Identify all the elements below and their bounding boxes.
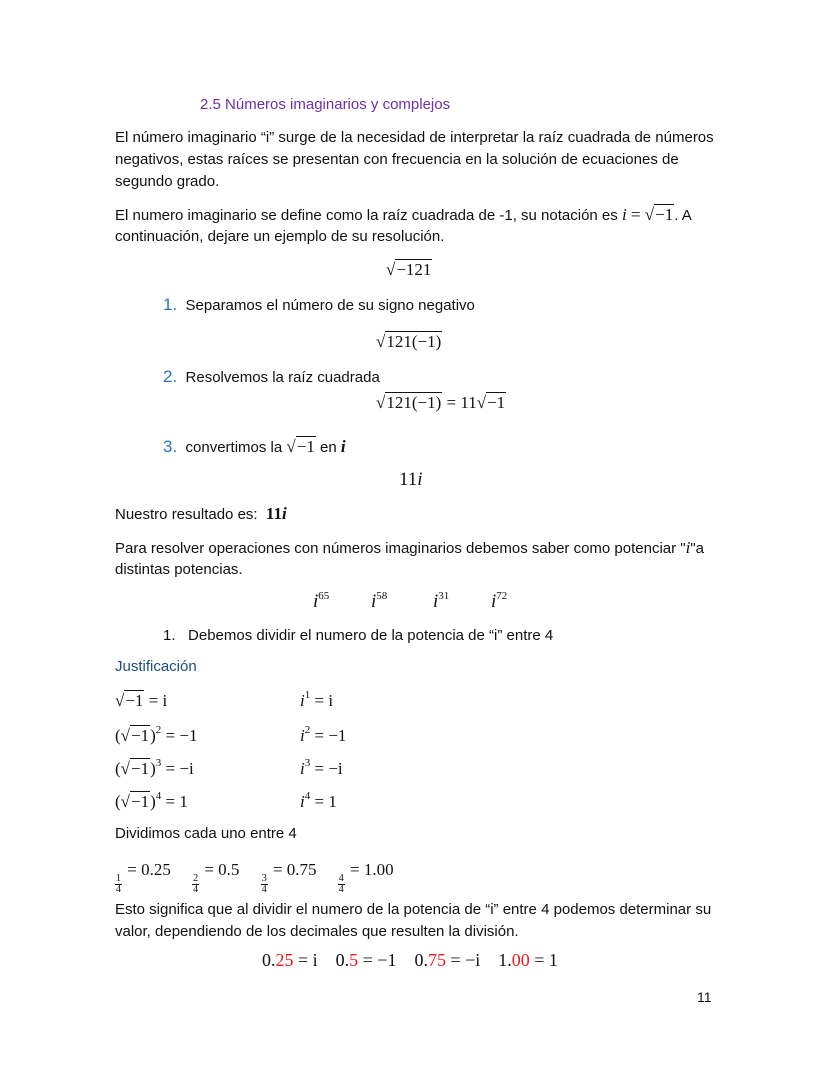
- base-i: i: [300, 726, 305, 745]
- step-2-math: [376, 393, 506, 413]
- step-divide: [163, 626, 553, 646]
- decimal: 5: [349, 950, 359, 970]
- exponent: 1: [304, 689, 311, 701]
- rhs: = −i: [445, 950, 481, 970]
- step-text: Debemos dividir el numero de la potencia de “i” entre 4: [188, 627, 554, 644]
- numerator: 4: [338, 873, 344, 884]
- justification-right: [300, 759, 343, 779]
- exponent: 2: [304, 724, 311, 736]
- numerator: 3: [261, 873, 267, 884]
- radicand: −1: [655, 205, 674, 224]
- rhs: = −1: [161, 726, 198, 745]
- justification-left: (√ −1)$^2$ = −1: [115, 726, 197, 746]
- result-i: i: [281, 504, 287, 523]
- text: Para resolver operaciones con números imaginarios debemos saber como potenciar ": [115, 540, 686, 557]
- exponent: 4: [155, 790, 162, 802]
- step-text: convertimos la: [185, 439, 283, 456]
- paragraph-line: [115, 538, 704, 559]
- power: [371, 592, 387, 612]
- paragraph-line: segundo grado.: [115, 173, 220, 190]
- paragraph-line: continuación, dejare un ejemplo de su resolución.: [115, 228, 445, 245]
- radicand: −1: [125, 691, 144, 710]
- numerator: 1: [116, 873, 121, 884]
- exponent: 3: [155, 757, 162, 769]
- exponent: 58: [376, 590, 388, 602]
- decimal-map: [262, 950, 558, 970]
- sqrt-expression: [121, 726, 150, 746]
- divide-label: Dividimos cada uno entre 4: [115, 825, 297, 842]
- step-2: [163, 367, 380, 388]
- base: i: [433, 591, 439, 612]
- fraction: [338, 874, 345, 895]
- result-line: [115, 504, 287, 525]
- justification-left: (√ −1)$^3$ = −i: [115, 759, 194, 779]
- result-number: 11: [399, 469, 418, 490]
- exponent: 72: [496, 590, 508, 602]
- map-item: [498, 950, 558, 970]
- decimal: 00: [511, 950, 530, 970]
- int: 0.: [335, 950, 350, 970]
- fractions-line: [115, 860, 394, 895]
- rhs: = i: [144, 691, 168, 710]
- map-item: [414, 950, 480, 970]
- int: 0.: [414, 950, 428, 970]
- fraction-value: = 0.75: [268, 860, 317, 879]
- definition-line: [115, 205, 692, 226]
- denominator: 4: [193, 884, 199, 895]
- decimal: 25: [275, 950, 294, 970]
- justification-right: [300, 691, 333, 711]
- sqrt-expression: [121, 792, 150, 812]
- step-text: en: [320, 439, 337, 456]
- step-3-result: [399, 470, 423, 490]
- list-number: 2.: [163, 367, 178, 386]
- base-i: i: [300, 792, 305, 811]
- fraction-value: = 1.00: [345, 860, 394, 879]
- exponent: 2: [155, 724, 162, 736]
- fraction: [261, 874, 268, 895]
- justification-left: [115, 691, 167, 711]
- result-number: 11: [265, 504, 282, 523]
- power: [433, 592, 449, 612]
- base: i: [371, 591, 377, 612]
- section-title: 2.5 Números imaginarios y complejos: [200, 96, 451, 113]
- rhs: = 1: [161, 792, 188, 811]
- result-i: i: [417, 469, 423, 490]
- rhs: = −i: [310, 759, 343, 778]
- sqrt-expression: [645, 205, 674, 225]
- radicand: −1: [487, 393, 506, 412]
- text: "a: [690, 540, 705, 557]
- paragraph-line: valor, dependiendo de los decimales que resulten la división.: [115, 923, 519, 940]
- sqrt-expression: [115, 691, 144, 711]
- fraction: [115, 874, 122, 895]
- bold-i: i: [340, 437, 346, 456]
- justification-heading: Justificación: [115, 658, 197, 675]
- definition-text: El numero imaginario se define como la raíz cuadrada de -1, su notación es: [115, 207, 618, 224]
- exponent: 65: [318, 590, 330, 602]
- paragraph-line: negativos, estas raíces se presentan con frecuencia en la solución de ecuaciones de: [115, 151, 679, 168]
- justification-right: [300, 792, 337, 812]
- exponent: 4: [304, 790, 311, 802]
- fraction-value: = 0.25: [123, 860, 171, 879]
- paragraph-line: Esto significa que al dividir el numero de la potencia de “i” entre 4 podemos determinar su: [115, 901, 712, 918]
- sqrt-expression: [121, 759, 150, 779]
- step-text: Separamos el número de su signo negativo: [185, 297, 475, 314]
- math-i: i: [621, 205, 627, 224]
- paragraph-line: El número imaginario “i” surge de la necesidad de interpretar la raíz cuadrada de números: [115, 129, 714, 146]
- radicand: −1: [131, 759, 150, 778]
- radicand: −1: [131, 792, 150, 811]
- justification-left: (√ −1)$^4$ = 1: [115, 792, 188, 812]
- rhs: = 1: [310, 792, 337, 811]
- result-label: Nuestro resultado es:: [115, 506, 258, 523]
- map-item: [262, 950, 318, 970]
- step-1-math: [376, 332, 442, 352]
- int: 0.: [262, 950, 276, 970]
- math-i: i: [685, 538, 691, 557]
- map-item: [336, 950, 397, 970]
- list-number: 1.: [163, 295, 178, 314]
- list-number: 1.: [163, 627, 176, 644]
- int: 1.: [498, 950, 512, 970]
- denominator: 4: [338, 884, 344, 895]
- rhs: = 1: [529, 950, 558, 970]
- numerator: 2: [193, 873, 199, 884]
- paragraph-line: distintas potencias.: [115, 561, 243, 578]
- list-number: 3.: [163, 437, 178, 456]
- power: [313, 592, 329, 612]
- power: [491, 592, 507, 612]
- justification-right: [300, 726, 346, 746]
- page-number: 11: [697, 989, 712, 1005]
- definition-end: . A: [674, 207, 692, 224]
- radicand: 121(−1): [386, 393, 442, 412]
- exponent: 31: [438, 590, 450, 602]
- rhs: = −1: [358, 950, 397, 970]
- base-i: i: [300, 759, 305, 778]
- fraction-value: = 0.5: [200, 860, 240, 879]
- base: i: [491, 591, 497, 612]
- exponent: 3: [304, 757, 311, 769]
- radicand: 121(−1): [386, 332, 442, 351]
- base: i: [313, 591, 319, 612]
- decimal: 75: [427, 950, 446, 970]
- base-i: i: [300, 691, 305, 710]
- radicand: −121: [396, 260, 432, 279]
- step-1: [163, 295, 475, 316]
- rhs: = i: [293, 950, 318, 970]
- rhs: = −1: [310, 726, 347, 745]
- fraction: [192, 874, 199, 895]
- denominator: 4: [116, 884, 121, 895]
- example-sqrt: [386, 260, 432, 280]
- math-eq: =: [626, 205, 645, 224]
- denominator: 4: [261, 884, 267, 895]
- math-eq: = 11: [442, 393, 477, 412]
- step-text: Resolvemos la raíz cuadrada: [185, 369, 380, 386]
- step-3: [163, 437, 346, 458]
- rhs: = −i: [161, 759, 194, 778]
- radicand: −1: [296, 437, 315, 456]
- rhs: = i: [310, 691, 334, 710]
- radicand: −1: [131, 726, 150, 745]
